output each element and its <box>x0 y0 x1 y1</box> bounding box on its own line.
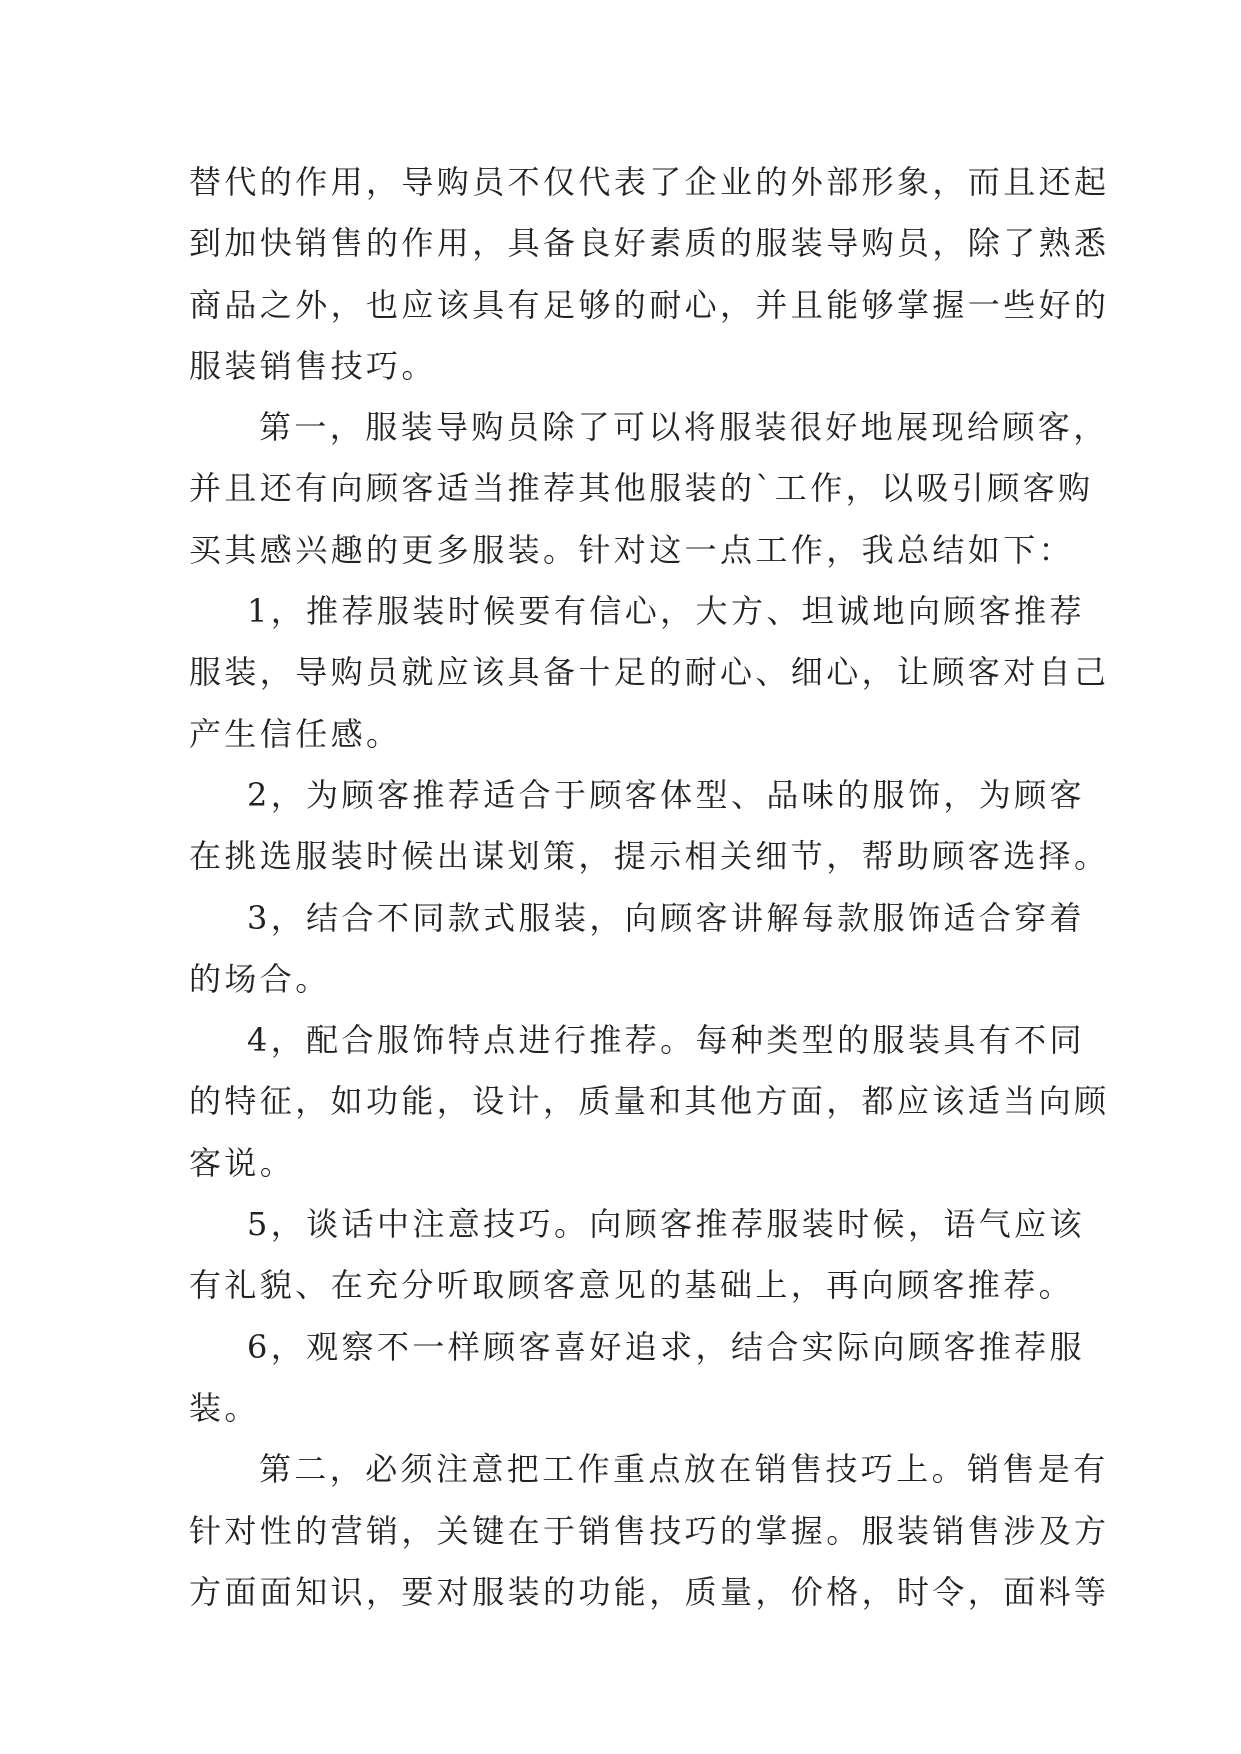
text-line: 1，推荐服装时候要有信心，大方、坦诚地向顾客推荐 <box>247 592 1085 631</box>
paragraph-second <box>189 1439 1110 1623</box>
text-line: 3，结合不同款式服装，向顾客讲解每款服饰适合穿着 <box>247 898 1085 937</box>
text-line: 买其感兴趣的更多服装。针对这一点工作，我总结如下： <box>189 530 1075 569</box>
text-line: 服装，导购员就应该具备十足的耐心、细心，让顾客对自己 <box>189 653 1110 692</box>
text-line: 装。 <box>189 1388 260 1427</box>
text-line: 第二，必须注意把工作重点放在销售技巧上。销售是有 <box>259 1450 1109 1489</box>
paragraph-item-3 <box>189 888 1085 1011</box>
text-line: 的特征，如功能，设计，质量和其他方面，都应该适当向顾 <box>189 1082 1110 1121</box>
text-line: 替代的作用，导购员不仅代表了企业的外部形象，而且还起 <box>189 163 1110 201</box>
paragraph-item-2 <box>189 765 1110 888</box>
text-line: 客说。 <box>189 1143 296 1182</box>
text-line: 针对性的营销，关键在于销售技巧的掌握。服装销售涉及方 <box>189 1511 1110 1550</box>
text-line: 服装销售技巧。 <box>189 346 437 385</box>
text-line: 产生信任感。 <box>189 714 402 753</box>
text-line: 并且还有向顾客适当推荐其他服装的`工作，以吸引顾客购 <box>189 469 1094 508</box>
text-line: 商品之外，也应该具有足够的耐心，并且能够掌握一些好的 <box>189 285 1110 324</box>
paragraph-first <box>189 397 1109 581</box>
paragraph-item-5 <box>189 1194 1085 1317</box>
text-line: 第一，服装导购员除了可以将服装很好地展现给顾客， <box>259 408 1109 447</box>
paragraph-item-4 <box>189 1010 1110 1194</box>
text-line: 方面面知识，要对服装的功能，质量，价格，时令，面料等 <box>189 1572 1110 1611</box>
text-line: 的场合。 <box>189 959 331 998</box>
document-body <box>189 152 1110 1623</box>
paragraph-item-1 <box>189 581 1110 765</box>
text-line: 到加快销售的作用，具备良好素质的服装导购员，除了熟悉 <box>189 224 1110 263</box>
text-line: 6，观察不一样顾客喜好追求，结合实际向顾客推荐服 <box>247 1327 1085 1366</box>
text-line: 有礼貌、在充分听取顾客意见的基础上，再向顾客推荐。 <box>189 1266 1075 1305</box>
text-line: 在挑选服装时候出谋划策，提示相关细节，帮助顾客选择。 <box>189 837 1110 876</box>
text-line: 2，为顾客推荐适合于顾客体型、品味的服饰，为顾客 <box>247 775 1085 814</box>
text-line: 4，配合服饰特点进行推荐。每种类型的服装具有不同 <box>247 1021 1085 1060</box>
text-line: 5，谈话中注意技巧。向顾客推荐服装时候，语气应该 <box>247 1205 1085 1244</box>
paragraph-item-6 <box>189 1317 1085 1440</box>
paragraph-intro-continued <box>189 152 1110 397</box>
